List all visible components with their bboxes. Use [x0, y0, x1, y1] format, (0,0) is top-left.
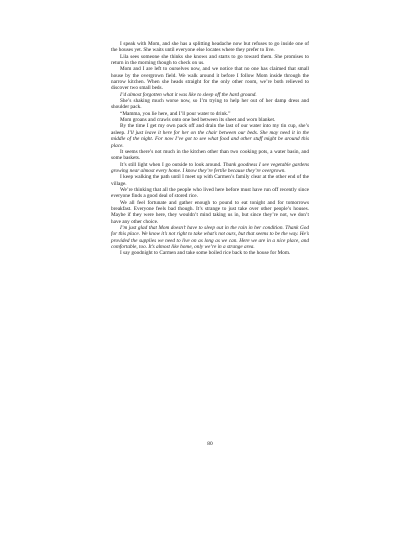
paragraph: Mom and I are left to ourselves now, and we notice that no one has claimed that small house by the overgrown field. We walk around it before I follow Mom inside through the narrow kitchen. When she heads straight for the only other room, we’re both relieved to discover two small beds. [111, 66, 309, 92]
page-number: 80 [207, 441, 213, 447]
paragraph: I keep walking the path until I meet up with Carmen’s family clear at the other end of the village. [111, 174, 309, 187]
paragraph-mixed [111, 123, 309, 148]
paragraph: “Mamma, you lie here, and I’ll pour water to drink.” [120, 110, 231, 117]
paragraph: I speak with Mom, and she has a splitting headache now but refuses to go inside one of the houses yet. She waits until everyone else locates where they prefer to live. [111, 41, 309, 54]
paragraph: She’s shaking much worse now, so I’m trying to help her out of her damp dress and shoulder pack. [111, 98, 309, 111]
paragraph: Lila sees someone she thinks she knows and starts to go toward them. She promises to return in the morning though to check on us. [111, 53, 309, 67]
paragraph: We all feel fortunate and gather enough to pound to eat tonight and for tomorrows breakfast. Everyone feels bad though. It’s strange to just take over other people’s houses. Maybe if they were here, they wouldn’t mind taking us in, but since they’re not, we don’t have any other choice. [111, 199, 309, 225]
body-text [111, 41, 309, 257]
paragraph-italic: I’m just glad that Mom doesn’t have to sleep out in the rain in her condition. Thank God for this place. We know it’s not right to take what’s not ours, but that seems to be the way. He’s provided the supplies we need to live on as long as we can. Here we are in a nice place, and comfortable, too. It’s almost like home, only we’re in a strange area. [111, 224, 309, 250]
paragraph-mixed [111, 162, 309, 175]
roman-text: It’s still light when I go outside to look around. [120, 161, 224, 168]
paragraph: It seems there’s not much in the kitchen other than two cooking pots, a water basin, and some baskets. [111, 148, 309, 162]
italic-text: Thank goodness I see vegetable gardens growing near almost every home. I know they’re fertile because they’re overgrown. [111, 161, 309, 174]
paragraph-italic: I’d almost forgotten what it was like to sleep off the hard ground. [120, 91, 257, 98]
paragraph: Mom groans and crawls onto one bed between its sheet and worn blanket. [120, 117, 276, 124]
italic-text: I’ll just leave it here for her on the chair between our beds. She may need it in the middle of the night. For now I’ve got to see what food and other stuff might be around this place. [111, 129, 310, 149]
paragraph: I say goodnight to Carmen and take some boiled rice back to the house for Mom. [120, 250, 291, 257]
paragraph: We’re thinking that all the people who lived here before must have run off recently since everyone finds a good deal of stored rice. [111, 186, 309, 200]
roman-text: By the time I get my own pack off and drain the last of our water into my tin cup, she’s asleep. [111, 123, 309, 136]
